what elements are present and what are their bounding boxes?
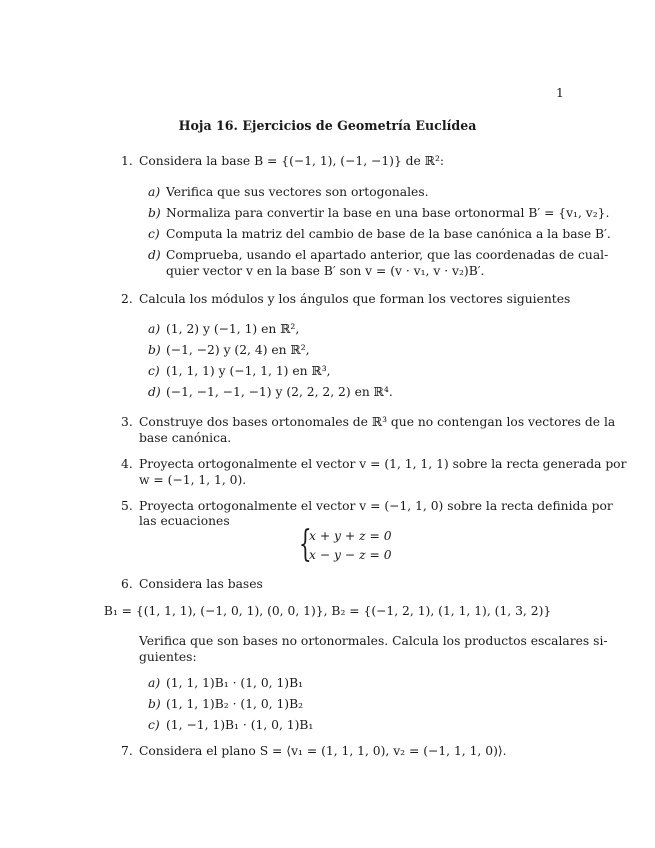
- exercise-paragraph: Verifica que son bases no ortonormales. Calcula los productos escalares si-: [139, 634, 608, 648]
- item-text: (−1, −1, −1, −1) y (2, 2, 2, 2) en ℝ⁴.: [166, 385, 393, 399]
- exercise-text-continued: las ecuaciones: [139, 514, 230, 528]
- item-text: (1, 1, 1)B₁ · (1, 0, 1)B₁: [166, 676, 304, 690]
- item-text: (−1, −2) y (2, 4) en ℝ²,: [166, 343, 310, 357]
- exercise-text-continued: base canónica.: [139, 431, 232, 445]
- exercise-number: 1.: [121, 154, 133, 168]
- item-label: a): [148, 676, 161, 690]
- item-label: b): [148, 343, 161, 357]
- exercise-statement: Considera la base B = {(−1, 1), (−1, −1)} de ℝ²:: [139, 154, 445, 168]
- item-label: a): [148, 185, 161, 199]
- exercise-number: 5.: [121, 499, 133, 513]
- item-text: (1, −1, 1)B₁ · (1, 0, 1)B₁: [166, 718, 314, 732]
- exercise-paragraph-continued: guientes:: [139, 650, 197, 664]
- exercise-text-continued: w = (−1, 1, 1, 0).: [139, 473, 247, 487]
- page-title: Hoja 16. Ejercicios de Geometría Euclídea: [178, 118, 477, 133]
- item-text: (1, 2) y (−1, 1) en ℝ²,: [166, 322, 300, 336]
- item-text: Computa la matriz del cambio de base de la base canónica a la base B′.: [166, 227, 611, 241]
- exercise-text: Construye dos bases ortonomales de ℝ³ que no contengan los vectores de la: [139, 415, 616, 429]
- exercise-text: Proyecta ortogonalmente el vector v = (1, 1, 1, 1) sobre la recta generada por: [139, 457, 627, 471]
- equation-system-brace: {: [299, 524, 312, 565]
- item-label: b): [148, 697, 161, 711]
- exercise-number: 3.: [121, 415, 133, 429]
- exercise-statement: Calcula los módulos y los ángulos que forman los vectores siguientes: [139, 292, 571, 306]
- item-text: Verifica que sus vectores son ortogonales.: [166, 185, 429, 199]
- item-label: d): [148, 248, 161, 262]
- exercise-number: 6.: [121, 577, 133, 591]
- item-label: a): [148, 322, 161, 336]
- item-label: c): [148, 227, 160, 241]
- page-number: 1: [556, 86, 564, 100]
- item-text: (1, 1, 1) y (−1, 1, 1) en ℝ³,: [166, 364, 331, 378]
- item-text: Normaliza para convertir la base en una base ortonormal B′ = {v₁, v₂}.: [166, 206, 610, 220]
- item-text: (1, 1, 1)B₂ · (1, 0, 1)B₂: [166, 697, 304, 711]
- exercise-statement: Considera el plano S = ⟨v₁ = (1, 1, 1, 0), v₂ = (−1, 1, 1, 0)⟩.: [139, 744, 507, 758]
- exercise-number: 7.: [121, 744, 133, 758]
- equation-2: x − y − z = 0: [309, 548, 392, 562]
- exercise-number: 4.: [121, 457, 133, 471]
- item-label: c): [148, 364, 160, 378]
- exercise-number: 2.: [121, 292, 133, 306]
- item-text-continued: quier vector v en la base B′ son v = (v · v₁, v · v₂)B′.: [166, 264, 485, 278]
- bases-definition: B₁ = {(1, 1, 1), (−1, 0, 1), (0, 0, 1)}, B₂ = {(−1, 2, 1), (1, 1, 1), (1, 3, 2)}: [103, 604, 552, 618]
- exercise-statement: Considera las bases: [139, 577, 263, 591]
- exercise-text: Proyecta ortogonalmente el vector v = (−1, 1, 0) sobre la recta definida por: [139, 499, 613, 513]
- item-label: c): [148, 718, 160, 732]
- equation-1: x + y + z = 0: [309, 529, 392, 543]
- item-label: b): [148, 206, 161, 220]
- item-label: d): [148, 385, 161, 399]
- item-text: Comprueba, usando el apartado anterior, que las coordenadas de cual-: [166, 248, 609, 262]
